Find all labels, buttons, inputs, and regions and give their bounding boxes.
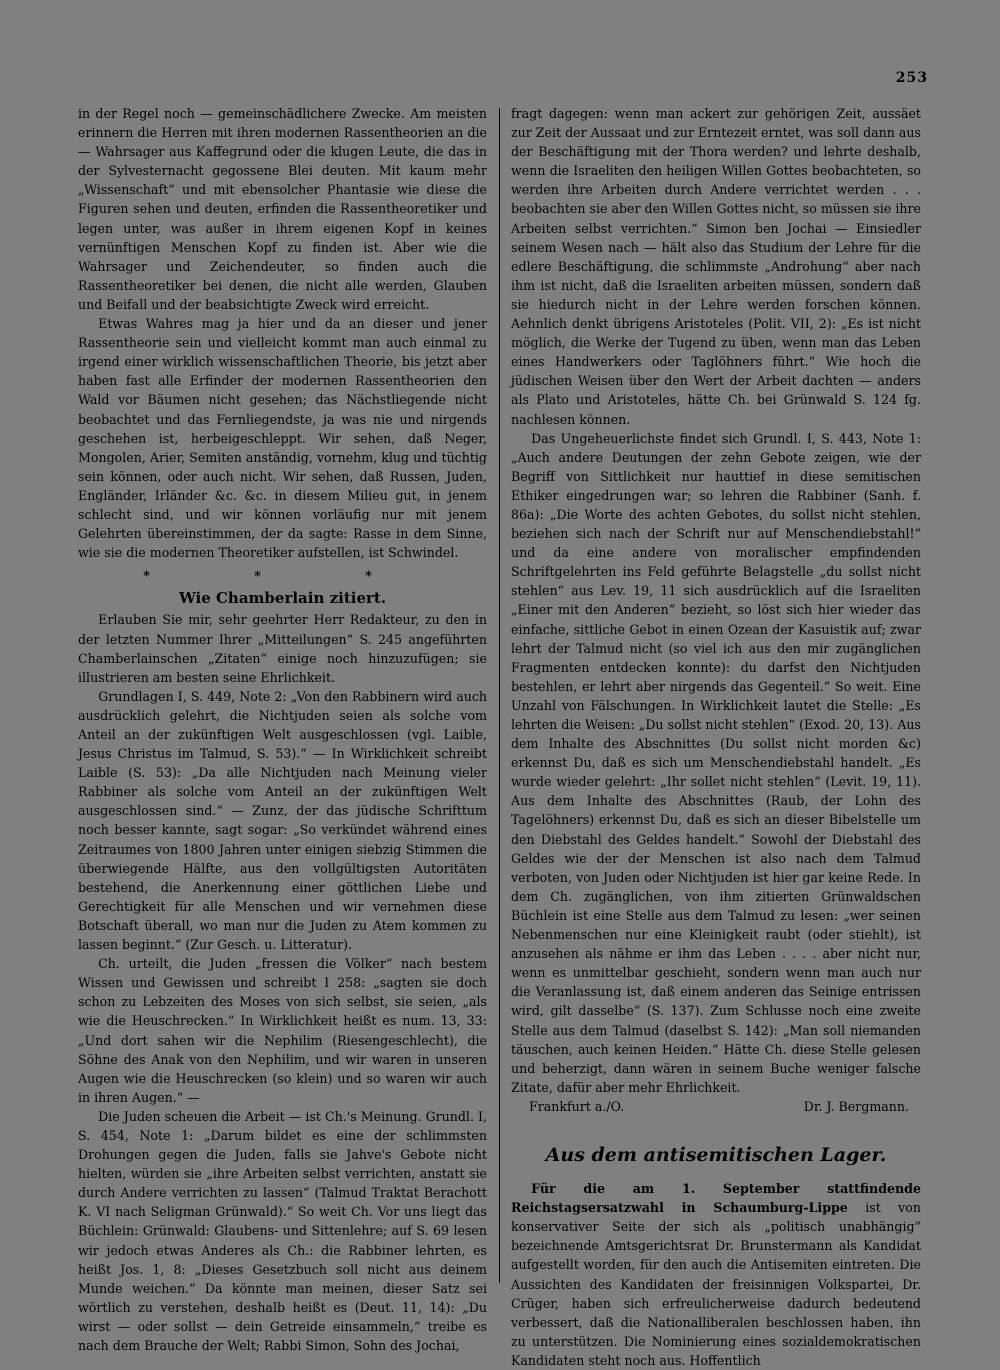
paragraph: in der Regel noch — gemeinschädlichere Zwecke. Am meisten erinnern die Herren mit ihren modernen Rassentheorien an die — Wahrsager aus Kaffegrund oder die klugen Leute, die das in der Sylvesternacht gegossene Blei deuten. Mit kaum mehr „Wissenschaft“ und mit ebensolcher Phantasie wie diese die Figuren sehen und deuten, erfinden die Rassentheoretiker und legen unter, was außer in ihrem eigenen Kopf in keines vernünftigen Menschen Kopf zu finden ist. Aber wie die Wahrsager und Zeichendeuter, so finden auch die Rassentheoretiker bei denen, die nicht alle werden, Glauben und Beifall und der beabsichtigte Zweck wird erreicht. [78, 106, 487, 312]
paragraph [511, 1179, 921, 1370]
paragraph: Ch. urteilt, die Juden „fressen die Völker“ nach bestem Wissen und Gewissen und schreibt I 258: „sagten sie doch schon zu Lebzeiten des Moses von sich selbst, sie seien, „als wie die Heuschrecken.“ In Wirklichkeit heißt es num. 13, 33: „Und dort sahen wir die Nephilim (Riesengeschlecht), die Söhne des Anak von den Nephilim, und wir waren in unseren Augen wie die Heuschrecken (so klein) und so waren wir auch in ihren Augen.“ — [78, 956, 487, 1105]
right-column [511, 104, 921, 1370]
paragraph-body: ist von konservativer Seite der sich als „politisch unabhängig“ bezeichnende Amtsgerichtsrat Dr. Brunstermann als Kandidat aufgestellt worden, für den auch die Antisemiten eintreten. Die Aussichten des Kandidaten der freisinnigen Volkspartei, Dr. Crüger, haben sich erfreulicherweise dadurch bedeutend verbessert, daß die Nationalliberalen beschlossen haben, ihn zu unterstützen. Die Nominierung eines sozialdemokratischen Kandidaten steht noch aus. Hoffentlich [511, 1200, 921, 1368]
section-heading: Aus dem antisemitischen Lager. [545, 1143, 887, 1166]
page-number: 253 [895, 70, 928, 86]
section-heading: Wie Chamberlain zitiert. [178, 589, 387, 608]
paragraph: Erlauben Sie mir, sehr geehrter Herr Redakteur, zu den in der letzten Nummer Ihrer „Mitteilungen“ S. 245 angeführten Chamberlainschen „Zitaten“ einige noch hinzuzufügen; sie illustrieren am besten seine Ehrlichkeit. [78, 612, 487, 685]
paragraph: fragt dagegen: wenn man ackert zur gehörigen Zeit, aussäet zur Zeit der Aussaat und zur Erntezeit erntet, was soll dann aus der Beschäftigung mit der Thora werden? und lehrte deshalb, wenn die Israeliten den heiligen Willen Gottes beobachteten, so werden ihre Arbeiten durch Andere verrichtet werden . . . beobachten sie aber den Willen Gottes nicht, so müssen sie ihre Arbeiten selbst verrichten.“ Simon ben Jochai — Einsiedler seinem Wesen nach — hält also das Studium der Lehre für die edlere Beschäftigung, die schlimmste „Androhung“ aber nach ihm ist nicht, daß die Israeliten arbeiten müssen, sondern daß sie hiedurch nicht in der Lehre werden forschen können. Aehnlich denkt übrigens Aristoteles (Polit. VII, 2): „Es ist nicht möglich, die Werke der Tugend zu üben, wenn man das Leben eines Handwerkers oder Taglöhners führt.“ Wie hoch die jüdischen Weisen über den Wert der Arbeit dachten — anders als Plato und Aristoteles, hätte Ch. bei Grünwald S. 124 fg. nachlesen können. [511, 106, 921, 427]
paragraph: Das Ungeheuerlichste findet sich Grundl. I, S. 443, Note 1: „Auch andere Deutungen der zehn Gebote zeigen, wie der Begriff von Sittlichkeit nur hauttief in diese semitischen Ethiker eingedrungen war; so lehren die Rabbiner (Sanh. f. 86a): „Die Worte des achten Gebotes, du sollst nicht stehlen, beziehen sich nach der Schrift nur auf Menschendiebstahl!“ und da eine andere von moralischer empfindenden Schriftgelehrten ins Feld geführte Belagstelle „du sollst nicht stehlen“ aus Lev. 19, 11 sich ausdrücklich auf die Israeliten „Einer mit den Anderen“ bezieht, so löst sich hier wieder das einfache, sittliche Gebot in einen Ozean der Kasuistik auf; zwar lehrt der Talmud nicht (so viel ich aus den mir zugänglichen Fragmenten entdecken konnte): du darfst den Nichtjuden bestehlen, er lehrt aber nirgends das Gegenteil.“ So weit. Eine Unzahl von Fälschungen. In Wirklichkeit lautet die Stelle: „Es lehrten die Weisen: „Du sollst nicht stehlen“ (Exod. 20, 13). Aus dem Inhalte des Abschnittes (Du sollst nicht morden &c) erkennst Du, daß es sich um Menschendiebstahl handelt. „Es wurde wieder gelehrt: „Ihr sollet nicht stehlen“ (Levit. 19, 11). Aus dem Inhalte des Abschnittes (Raub, der Lohn des Tagelöhners) erkennst Du, daß es sich an dieser Bibelstelle um den Diebstahl des Geldes handelt.“ Sowohl der Diebstahl des Geldes wie der der Menschen ist also nach dem Talmud verboten, von Juden oder Nichtjuden ist hier gar keine Rede. In dem Ch. zugänglichen, von ihm zitierten Grünwaldschen Büchlein ist eine Stelle aus dem Talmud zu lesen: „wer seinen Nebenmenschen nur eine Kleinigkeit raubt (oder stiehlt), ist anzusehen als nähme er ihm das Leben . . . . aber nicht nur, wenn es unmittelbar geschieht, sondern wenn man auch nur die Veranlassung ist, daß einem anderen das Seinige entrissen wird, gilt dasselbe“ (S. 137). Zum Schlusse noch eine zweite Stelle aus dem Talmud (daselbst S. 142): „Man soll niemanden täuschen, auch keinen Heiden.“ Hätte Ch. diese Stelle gelesen und beherzigt, dann wären in seinem Buche weniger falsche Zitate, dafür aber mehr Ehrlichkeit. [511, 430, 921, 1095]
column-rule [499, 108, 500, 1283]
signature-line [511, 1097, 921, 1116]
paragraph: Die Juden scheuen die Arbeit — ist Ch.'s Meinung. Grundl. I, S. 454, Note 1: „Darum bildet es eine der schlimmsten Drohungen gegen die Juden, falls sie Jahve's Gebote nicht hielten, würden sie „ihre Arbeiten selbst verrichten, anstatt sie durch Andere verrichten zu lassen“ (Talmud Traktat Berachott K. VI nach Seligman Grünwald).“ So weit Ch. Vor uns liegt das Büchlein: Grünwald: Glaubens- und Sittenlehre; auf S. 69 lesen wir jedoch etwas Anderes als Ch.: die Rabbiner lehrten, es heißt Jos. 1, 8: „Dieses Gesetzbuch soll nicht aus deinem Munde weichen.“ Da könnte man meinen, dieser Satz sei wörtlich zu verstehen, deshalb heißt es (Deut. 11, 14): „Du wirst — oder sollst — dein Getreide einsammeln,“ treibe es nach dem Brauche der Welt; Rabbi Simon, Sohn des Jochai, [78, 1108, 487, 1353]
lead-in: Für die am 1. September stattfindende Reichstagsersatzwahl in Schaumburg-Lippe [511, 1181, 921, 1216]
section-divider: * * * [143, 568, 422, 584]
signature-place: Frankfurt a./O. [529, 1098, 625, 1114]
left-column [78, 104, 487, 1355]
paragraph: Etwas Wahres mag ja hier und da an dieser und jener Rassentheorie sein und vielleicht kommt man auch einmal zu irgend einer wirklich wissenschaftlichen Theorie, bis jetzt aber haben fast alle Erfinder der modernen Rassentheorien den Wald vor Bäumen nicht gesehen; das Nächstliegende nicht beobachtet und das Fernliegendste, ja was nie und nirgends geschehen ist, herbeigeschleppt. Wir sehen, daß Neger, Mongolen, Arier, Semiten anständig, vornehm, klug und tüchtig sein können, oder auch nicht. Wir sehen, daß Russen, Juden, Engländer, Irländer &c. &c. in diesem Milieu gut, in jenem schlecht sind, und wir können vorläufig nur mit jenem Gelehrten übereinstimmen, der da sagte: Rasse in dem Sinne, wie sie die modernen Theoretiker aufstellen, ist Schwindel. [78, 316, 487, 561]
signature-name: Dr. J. Bergmann. [803, 1098, 909, 1114]
paragraph: Grundlagen I, S. 449, Note 2: „Von den Rabbinern wird auch ausdrücklich gelehrt, die Nichtjuden seien als solche vom Anteil an der zukünftigen Welt ausgeschlossen (vgl. Laible, Jesus Christus im Talmud, S. 53).“ — In Wirklichkeit schreibt Laible (S. 53): „Da alle Nichtjuden nach Meinung vieler Rabbiner als solche vom Anteil an der zukünftigen Welt ausgeschlossen sind.“ — Zunz, der das jüdische Schrifttum noch besser kannte, sagt sogar: „So verkündet während eines Zeitraumes von 1800 Jahren unter einigen siebzig Stimmen die überwiegende Hälfte, aus den vollgültigsten Autoritäten bestehend, die Anerkennung einer göttlichen Liebe und Gerechtigkeit für alle Menschen und wir vernehmen diese Botschaft überall, wo man nur die Juden zu Atem kommen zu lassen beginnt.“ (Zur Gesch. u. Litteratur). [78, 688, 487, 953]
